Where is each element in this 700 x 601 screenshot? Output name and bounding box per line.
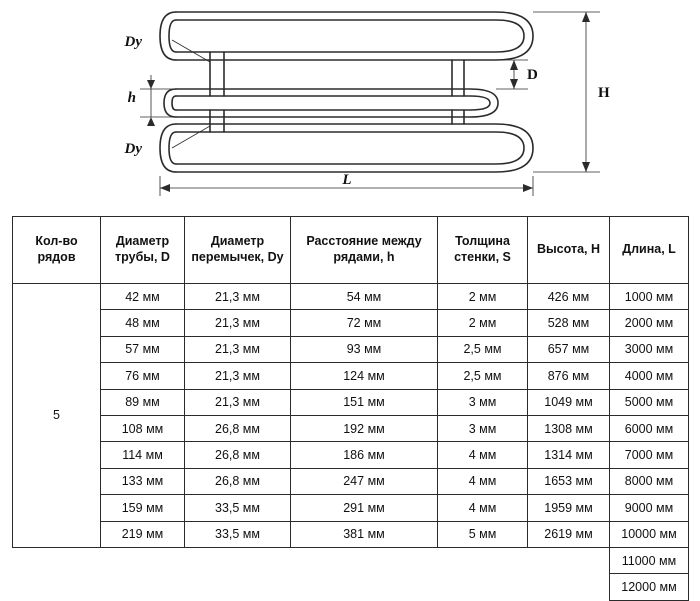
table-row xyxy=(13,310,689,336)
leader-dy-bottom xyxy=(172,126,210,148)
cell-h: 72 мм xyxy=(291,310,438,336)
cell-height: 2619 мм xyxy=(528,521,610,547)
cell-h: 54 мм xyxy=(291,284,438,310)
cell-h: 151 мм xyxy=(291,389,438,415)
cell-h: 124 мм xyxy=(291,363,438,389)
cell-diameter: 57 мм xyxy=(101,336,185,362)
arrow-h-top xyxy=(147,80,155,89)
cell-dy: 33,5 мм xyxy=(185,495,291,521)
arrow-d-bottom xyxy=(510,79,518,89)
table-row xyxy=(13,495,689,521)
cell-length: 8000 мм xyxy=(610,468,689,494)
arrow-h-bottom xyxy=(147,117,155,126)
cell-height: 528 мм xyxy=(528,310,610,336)
cell-diameter: 133 мм xyxy=(101,468,185,494)
leader-dy-top xyxy=(172,40,210,62)
cell-s: 4 мм xyxy=(438,468,528,494)
table-row xyxy=(13,442,689,468)
table-row xyxy=(13,468,689,494)
cell-h: 186 мм xyxy=(291,442,438,468)
cell-s: 2 мм xyxy=(438,310,528,336)
cell-diameter: 48 мм xyxy=(101,310,185,336)
cell-dy: 21,3 мм xyxy=(185,389,291,415)
col-header-length: Длина, L xyxy=(610,217,689,284)
table-row-extra-length xyxy=(13,547,689,573)
cell-length: 2000 мм xyxy=(610,310,689,336)
cell-length: 7000 мм xyxy=(610,442,689,468)
label-height: H xyxy=(598,85,610,101)
cell-diameter: 76 мм xyxy=(101,363,185,389)
col-header-height: Высота, H xyxy=(528,217,610,284)
label-h: h xyxy=(127,90,136,106)
cell-dy: 21,3 мм xyxy=(185,336,291,362)
cell-diameter: 114 мм xyxy=(101,442,185,468)
cell-length: 6000 мм xyxy=(610,415,689,441)
label-dy-bottom: Dy xyxy=(124,141,142,157)
bend-left-top xyxy=(160,12,176,60)
cell-length: 3000 мм xyxy=(610,336,689,362)
register-diagram xyxy=(0,0,700,210)
cell-diameter: 219 мм xyxy=(101,521,185,547)
spec-table-wrapper xyxy=(12,216,688,601)
cell-s: 2 мм xyxy=(438,284,528,310)
cell-length: 5000 мм xyxy=(610,389,689,415)
cell-dy: 26,8 мм xyxy=(185,468,291,494)
label-d: D xyxy=(527,67,538,83)
cell-dy: 21,3 мм xyxy=(185,284,291,310)
col-header-d: Диаметр трубы, D xyxy=(101,217,185,284)
bend-left-top-inner xyxy=(169,20,176,52)
table-row xyxy=(13,363,689,389)
pipe-row-top-inner xyxy=(176,20,524,52)
cell-s: 4 мм xyxy=(438,442,528,468)
cell-dy: 26,8 мм xyxy=(185,415,291,441)
cell-h: 192 мм xyxy=(291,415,438,441)
label-dy-top: Dy xyxy=(124,34,142,50)
arrow-height-top xyxy=(582,12,590,22)
cell-s: 3 мм xyxy=(438,389,528,415)
table-body xyxy=(13,284,689,601)
cell-length-extra: 11000 мм xyxy=(610,547,689,573)
col-header-h: Расстояние между рядами, h xyxy=(291,217,438,284)
col-header-rows: Кол-во рядов xyxy=(13,217,101,284)
cell-diameter: 89 мм xyxy=(101,389,185,415)
cell-h: 247 мм xyxy=(291,468,438,494)
cell-h: 93 мм xyxy=(291,336,438,362)
cell-spacer xyxy=(13,547,610,573)
cell-s: 2,5 мм xyxy=(438,363,528,389)
label-length: L xyxy=(342,172,352,188)
cell-height: 1959 мм xyxy=(528,495,610,521)
pipe-row-middle-inner xyxy=(176,96,490,110)
bend-left-bottom xyxy=(160,124,176,172)
cell-height: 1314 мм xyxy=(528,442,610,468)
table-row xyxy=(13,284,689,310)
col-header-s: Толщина стенки, S xyxy=(438,217,528,284)
arrow-d-top xyxy=(510,60,518,70)
diagram-svg xyxy=(0,0,700,210)
arrow-length-left xyxy=(160,184,170,192)
cell-h: 291 мм xyxy=(291,495,438,521)
cell-spacer xyxy=(13,574,610,600)
table-row xyxy=(13,415,689,441)
cell-length: 9000 мм xyxy=(610,495,689,521)
cell-height: 1049 мм xyxy=(528,389,610,415)
cell-dy: 21,3 мм xyxy=(185,310,291,336)
cell-height: 1653 мм xyxy=(528,468,610,494)
cell-rows-count: 5 xyxy=(13,284,101,548)
cell-height: 657 мм xyxy=(528,336,610,362)
cell-dy: 26,8 мм xyxy=(185,442,291,468)
cell-diameter: 159 мм xyxy=(101,495,185,521)
table-header-row xyxy=(13,217,689,284)
cell-s: 5 мм xyxy=(438,521,528,547)
table-row xyxy=(13,389,689,415)
arrow-height-bottom xyxy=(582,162,590,172)
cell-diameter: 108 мм xyxy=(101,415,185,441)
cell-height: 1308 мм xyxy=(528,415,610,441)
spec-table xyxy=(12,216,689,601)
bend-left-middle-inner xyxy=(172,96,176,110)
table-row xyxy=(13,336,689,362)
arrow-length-right xyxy=(523,184,533,192)
table-row-extra-length xyxy=(13,574,689,600)
cell-dy: 33,5 мм xyxy=(185,521,291,547)
pipe-row-bottom-inner xyxy=(176,132,524,164)
cell-height: 876 мм xyxy=(528,363,610,389)
cell-s: 4 мм xyxy=(438,495,528,521)
cell-length: 10000 мм xyxy=(610,521,689,547)
col-header-dy: Диаметр перемычек, Dy xyxy=(185,217,291,284)
cell-height: 426 мм xyxy=(528,284,610,310)
cell-length-extra: 12000 мм xyxy=(610,574,689,600)
cell-diameter: 42 мм xyxy=(101,284,185,310)
bend-left-middle xyxy=(164,89,176,117)
table-row xyxy=(13,521,689,547)
cell-dy: 21,3 мм xyxy=(185,363,291,389)
cell-s: 2,5 мм xyxy=(438,336,528,362)
cell-length: 4000 мм xyxy=(610,363,689,389)
cell-length: 1000 мм xyxy=(610,284,689,310)
cell-s: 3 мм xyxy=(438,415,528,441)
cell-h: 381 мм xyxy=(291,521,438,547)
